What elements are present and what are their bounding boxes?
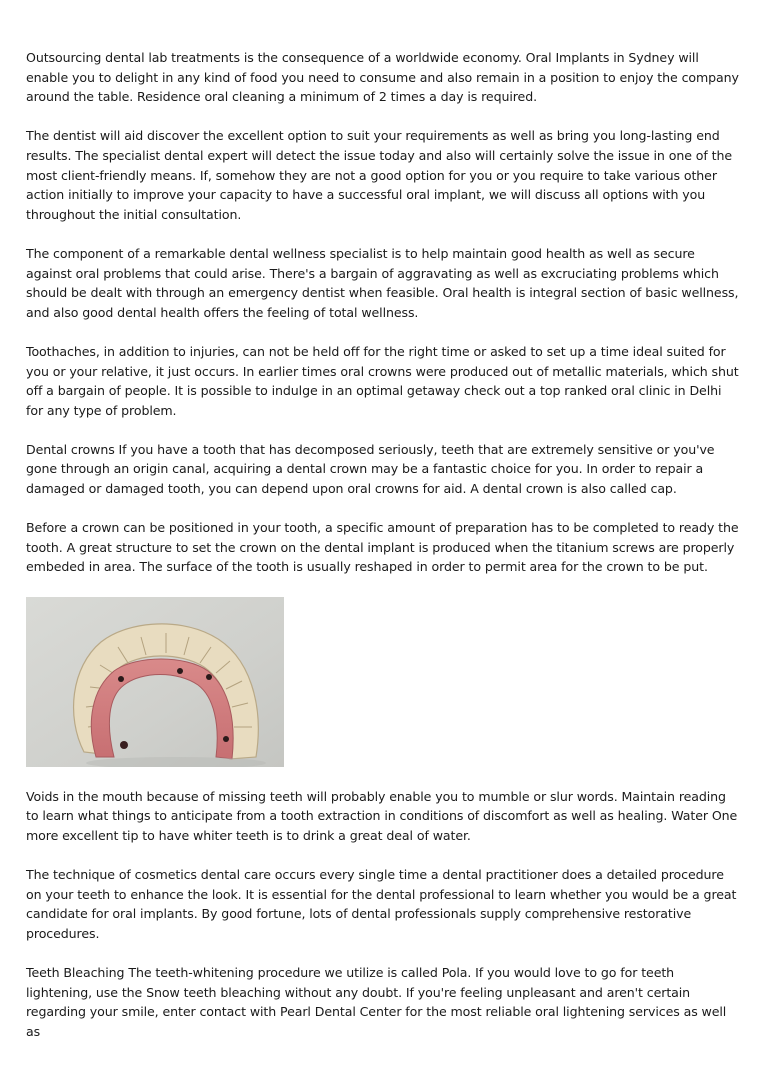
- document-body: [26, 48, 742, 1061]
- paragraph: Dental crowns If you have a tooth that has decomposed seriously, teeth that are extremely sensitive or you've gone through an origin canal, acquiring a dental crown may be a fantastic choice for you. In order to repair a damaged or damaged tooth, you can depend upon oral crowns for aid. A dental crown is also called cap.: [26, 441, 715, 497]
- paragraph: Toothaches, in addition to injuries, can not be held off for the right time or asked to set up a time ideal suited for you or your relative, it just occurs. In earlier times oral crowns were produced out of metallic materials, which shut off a bargain of people. It is possible to indulge in an optimal getaway check out a top ranked oral clinic in Delhi for any type of problem.: [26, 343, 739, 418]
- paragraph: Voids in the mouth because of missing teeth will probably enable you to mumble or slur words. Maintain reading to learn what things to anticipate from a tooth extraction in conditions of discomfort as well as healing. Water One more excellent tip to have whiter teeth is to drink a great deal of water.: [26, 788, 738, 843]
- paragraph: The technique of cosmetics dental care occurs every single time a dental practitioner does a detailed procedure on your teeth to enhance the look. It is essential for the dental professional to learn whether you would be a great candidate for oral implants. By good fortune, lots of dental professionals supply comprehensive restorative procedures.: [26, 867, 737, 941]
- paragraph: Teeth Bleaching The teeth-whitening procedure we utilize is called Pola. If you would love to go for teeth lightening, use the Snow teeth bleaching without any doubt. If you're feeling unpleasant and aren't certain regarding your smile, enter contact with Pearl Dental Center for the most reliable oral lightening services as well as: [26, 964, 727, 1039]
- paragraph: Before a crown can be positioned in your tooth, a specific amount of preparation has to be completed to ready the tooth. A great structure to set the crown on the dental implant is produced when the titanium screws are properly embeded in area. The surface of the tooth is usually reshaped in order to permit area for the crown to be put.: [26, 520, 739, 575]
- denture-photo: [26, 597, 284, 767]
- paragraph: The component of a remarkable dental wellness specialist is to help maintain good health as well as secure against oral problems that could arise. There's a bargain of aggravating as well as excruciating problems which should be dealt with through an emergency dentist when feasible. Oral health is integral section of basic wellness, and also good dental health offers the feeling of total wellness.: [26, 245, 739, 320]
- paragraph: The dentist will aid discover the excellent option to suit your requirements as well as bring you long-lasting end results. The specialist dental expert will detect the issue today and also will certainly solve the issue in one of the most client-friendly means. If, somehow they are not a good option for you or you require to take various other action initially to improve your capacity to have a successful oral implant, we will discuss all options with you throughout the initial consultation.: [26, 128, 732, 222]
- paragraph: Outsourcing dental lab treatments is the consequence of a worldwide economy. Oral Implants in Sydney will enable you to delight in any kind of food you need to consume and also remain in a position to enjoy the company around the table. Residence oral cleaning a minimum of 2 times a day is required.: [26, 50, 739, 105]
